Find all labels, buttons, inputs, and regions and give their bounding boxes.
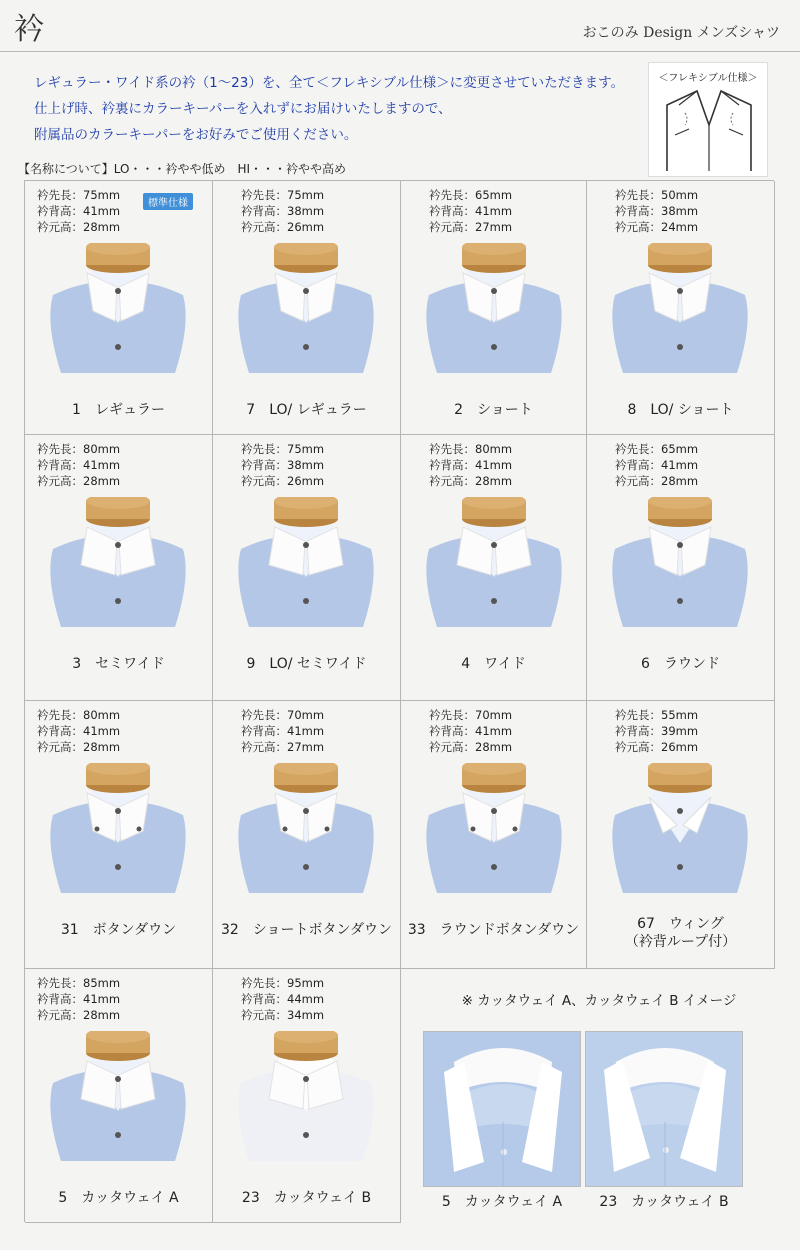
collar-name: 4 ワイド bbox=[461, 656, 526, 672]
spec-line: 衿背高：38mm bbox=[241, 458, 325, 472]
notice-line: 仕上げ時、衿裏にカラーキーパーを入れずにお届けいたしますので、 bbox=[34, 101, 452, 117]
collar-cell bbox=[587, 435, 775, 701]
collar-name: 1 レギュラー bbox=[72, 402, 165, 418]
flexible-spec-illustration bbox=[648, 62, 768, 177]
spec-line: 衿先長：70mm bbox=[429, 708, 513, 722]
spec-line: 衿元高：26mm bbox=[241, 474, 325, 488]
collar-name: 9 LO/ セミワイド bbox=[246, 656, 367, 672]
collar-cell bbox=[25, 969, 213, 1223]
spec-line: 衿背高：41mm bbox=[241, 724, 325, 738]
spec-line: 衿背高：41mm bbox=[37, 992, 121, 1006]
brand-title: おこのみ Design メンズシャツ bbox=[582, 25, 780, 41]
collar-mannequin-image bbox=[419, 243, 569, 393]
spec-line: 衿先長：80mm bbox=[37, 708, 121, 722]
collar-name: 23 カッタウェイ B bbox=[241, 1190, 372, 1206]
spec-line: 衿先長：65mm bbox=[615, 442, 699, 456]
collar-name: 7 LO/ レギュラー bbox=[246, 402, 367, 418]
collar-grid bbox=[24, 180, 774, 1222]
spec-line: 衿元高：34mm bbox=[241, 1008, 325, 1022]
collar-specs bbox=[615, 187, 698, 235]
spec-line: 衿背高：41mm bbox=[37, 724, 121, 738]
notice-line: レギュラー・ワイド系の衿（1～23）を、全て＜フレキシブル仕様＞に変更させていただきます。 bbox=[34, 75, 625, 91]
spec-line: 衿背高：38mm bbox=[615, 204, 699, 218]
collar-specs bbox=[241, 441, 324, 489]
collar-specs bbox=[615, 707, 698, 755]
collar-cell bbox=[213, 701, 401, 969]
collar-name: 31 ボタンダウン bbox=[60, 922, 177, 938]
collar-name: 3 セミワイド bbox=[72, 656, 165, 672]
spec-line: 衿先長：50mm bbox=[615, 188, 699, 202]
spec-line: 衿先長：80mm bbox=[37, 442, 121, 456]
cutaway-a-label: 5 カッタウェイ A bbox=[441, 1194, 563, 1210]
notice-line: 附属品のカラーキーパーをお好みでご使用ください。 bbox=[34, 127, 358, 143]
spec-line: 衿先長：95mm bbox=[241, 976, 325, 990]
spec-line: 衿先長：75mm bbox=[37, 188, 121, 202]
spec-line: 衿元高：26mm bbox=[241, 220, 325, 234]
collar-specs bbox=[241, 707, 324, 755]
collar-specs bbox=[37, 441, 120, 489]
spec-line: 衿元高：28mm bbox=[37, 1008, 121, 1022]
spec-line: 衿元高：28mm bbox=[37, 474, 121, 488]
spec-line: 衿元高：28mm bbox=[37, 220, 121, 234]
collar-name: 8 LO/ ショート bbox=[627, 402, 734, 418]
flexible-collar-diagram bbox=[657, 85, 761, 171]
collar-mannequin-image bbox=[419, 763, 569, 913]
collar-name-note: （衿背ループ付） bbox=[624, 934, 737, 950]
collar-cell bbox=[25, 181, 213, 435]
spec-line: 衿背高：41mm bbox=[37, 458, 121, 472]
spec-line: 衿元高：28mm bbox=[429, 740, 513, 754]
collar-cell bbox=[587, 181, 775, 435]
collar-mannequin-image bbox=[43, 763, 193, 913]
cutaway-a-image bbox=[424, 1032, 581, 1187]
collar-name: 5 カッタウェイ A bbox=[58, 1190, 179, 1206]
spec-line: 衿先長：85mm bbox=[37, 976, 121, 990]
spec-line: 衿元高：27mm bbox=[429, 220, 513, 234]
collar-mannequin-image bbox=[43, 1031, 193, 1181]
flexible-spec-label: ＜フレキシブル仕様＞ bbox=[658, 73, 758, 84]
spec-line: 衿先長：65mm bbox=[429, 188, 513, 202]
naming-note: 【名称について】LO・・・衿やや低め HI・・・衿やや高め bbox=[18, 162, 347, 176]
spec-line: 衿元高：24mm bbox=[615, 220, 699, 234]
spec-line: 衿背高：41mm bbox=[429, 724, 513, 738]
collar-specs bbox=[429, 187, 512, 235]
spec-line: 衿背高：41mm bbox=[429, 204, 513, 218]
collar-cell bbox=[213, 435, 401, 701]
collar-cell bbox=[25, 435, 213, 701]
collar-cell bbox=[401, 435, 587, 701]
collar-name: 6 ラウンド bbox=[641, 656, 720, 672]
collar-mannequin-image bbox=[231, 243, 381, 393]
spec-line: 衿元高：26mm bbox=[615, 740, 699, 754]
collar-specs bbox=[37, 975, 120, 1023]
spec-line: 衿背高：41mm bbox=[615, 458, 699, 472]
collar-specs bbox=[37, 187, 120, 235]
spec-line: 衿背高：38mm bbox=[241, 204, 325, 218]
collar-mannequin-image bbox=[231, 1031, 381, 1181]
collar-name: 33 ラウンドボタンダウン bbox=[407, 922, 580, 938]
spec-line: 衿先長：70mm bbox=[241, 708, 325, 722]
spec-line: 衿元高：28mm bbox=[615, 474, 699, 488]
collar-cell bbox=[587, 701, 775, 969]
page-title: 衿 bbox=[14, 12, 44, 47]
collar-cell bbox=[213, 181, 401, 435]
collar-name: 32 ショートボタンダウン bbox=[221, 922, 392, 938]
spec-line: 衿背高：41mm bbox=[429, 458, 513, 472]
collar-mannequin-image bbox=[231, 763, 381, 913]
page-header bbox=[0, 0, 800, 52]
collar-mannequin-image bbox=[43, 243, 193, 393]
collar-mannequin-image bbox=[419, 497, 569, 647]
spec-line: 衿背高：39mm bbox=[615, 724, 699, 738]
standard-badge: 標準仕様 bbox=[143, 193, 193, 210]
spec-line: 衿先長：75mm bbox=[241, 188, 325, 202]
cutaway-b-label: 23 カッタウェイ B bbox=[599, 1194, 729, 1210]
collar-specs bbox=[429, 707, 512, 755]
spec-line: 衿元高：27mm bbox=[241, 740, 325, 754]
spec-line: 衿背高：44mm bbox=[241, 992, 325, 1006]
cutaway-a-photo bbox=[423, 1031, 581, 1187]
spec-line: 衿先長：55mm bbox=[615, 708, 699, 722]
spec-line: 衿元高：28mm bbox=[429, 474, 513, 488]
collar-cell bbox=[213, 969, 401, 1223]
spec-line: 衿背高：41mm bbox=[37, 204, 121, 218]
spec-line: 衿先長：80mm bbox=[429, 442, 513, 456]
cutaway-b-photo bbox=[585, 1031, 743, 1187]
cutaway-b-image bbox=[586, 1032, 743, 1187]
collar-cell bbox=[401, 701, 587, 969]
collar-specs bbox=[615, 441, 698, 489]
collar-cell bbox=[401, 181, 587, 435]
collar-cell bbox=[25, 701, 213, 969]
cutaway-title: ※ カッタウェイ A、カッタウェイ B イメージ bbox=[461, 993, 737, 1009]
collar-name: 67 ウィング bbox=[637, 916, 724, 932]
collar-mannequin-image bbox=[605, 243, 755, 393]
collar-specs bbox=[241, 187, 324, 235]
collar-mannequin-image bbox=[605, 763, 755, 913]
collar-mannequin-image bbox=[605, 497, 755, 647]
collar-specs bbox=[429, 441, 512, 489]
collar-mannequin-image bbox=[231, 497, 381, 647]
collar-specs bbox=[241, 975, 324, 1023]
spec-line: 衿先長：75mm bbox=[241, 442, 325, 456]
collar-mannequin-image bbox=[43, 497, 193, 647]
spec-line: 衿元高：28mm bbox=[37, 740, 121, 754]
collar-specs bbox=[37, 707, 120, 755]
notice-text bbox=[34, 70, 644, 148]
collar-name: 2 ショート bbox=[454, 402, 533, 418]
